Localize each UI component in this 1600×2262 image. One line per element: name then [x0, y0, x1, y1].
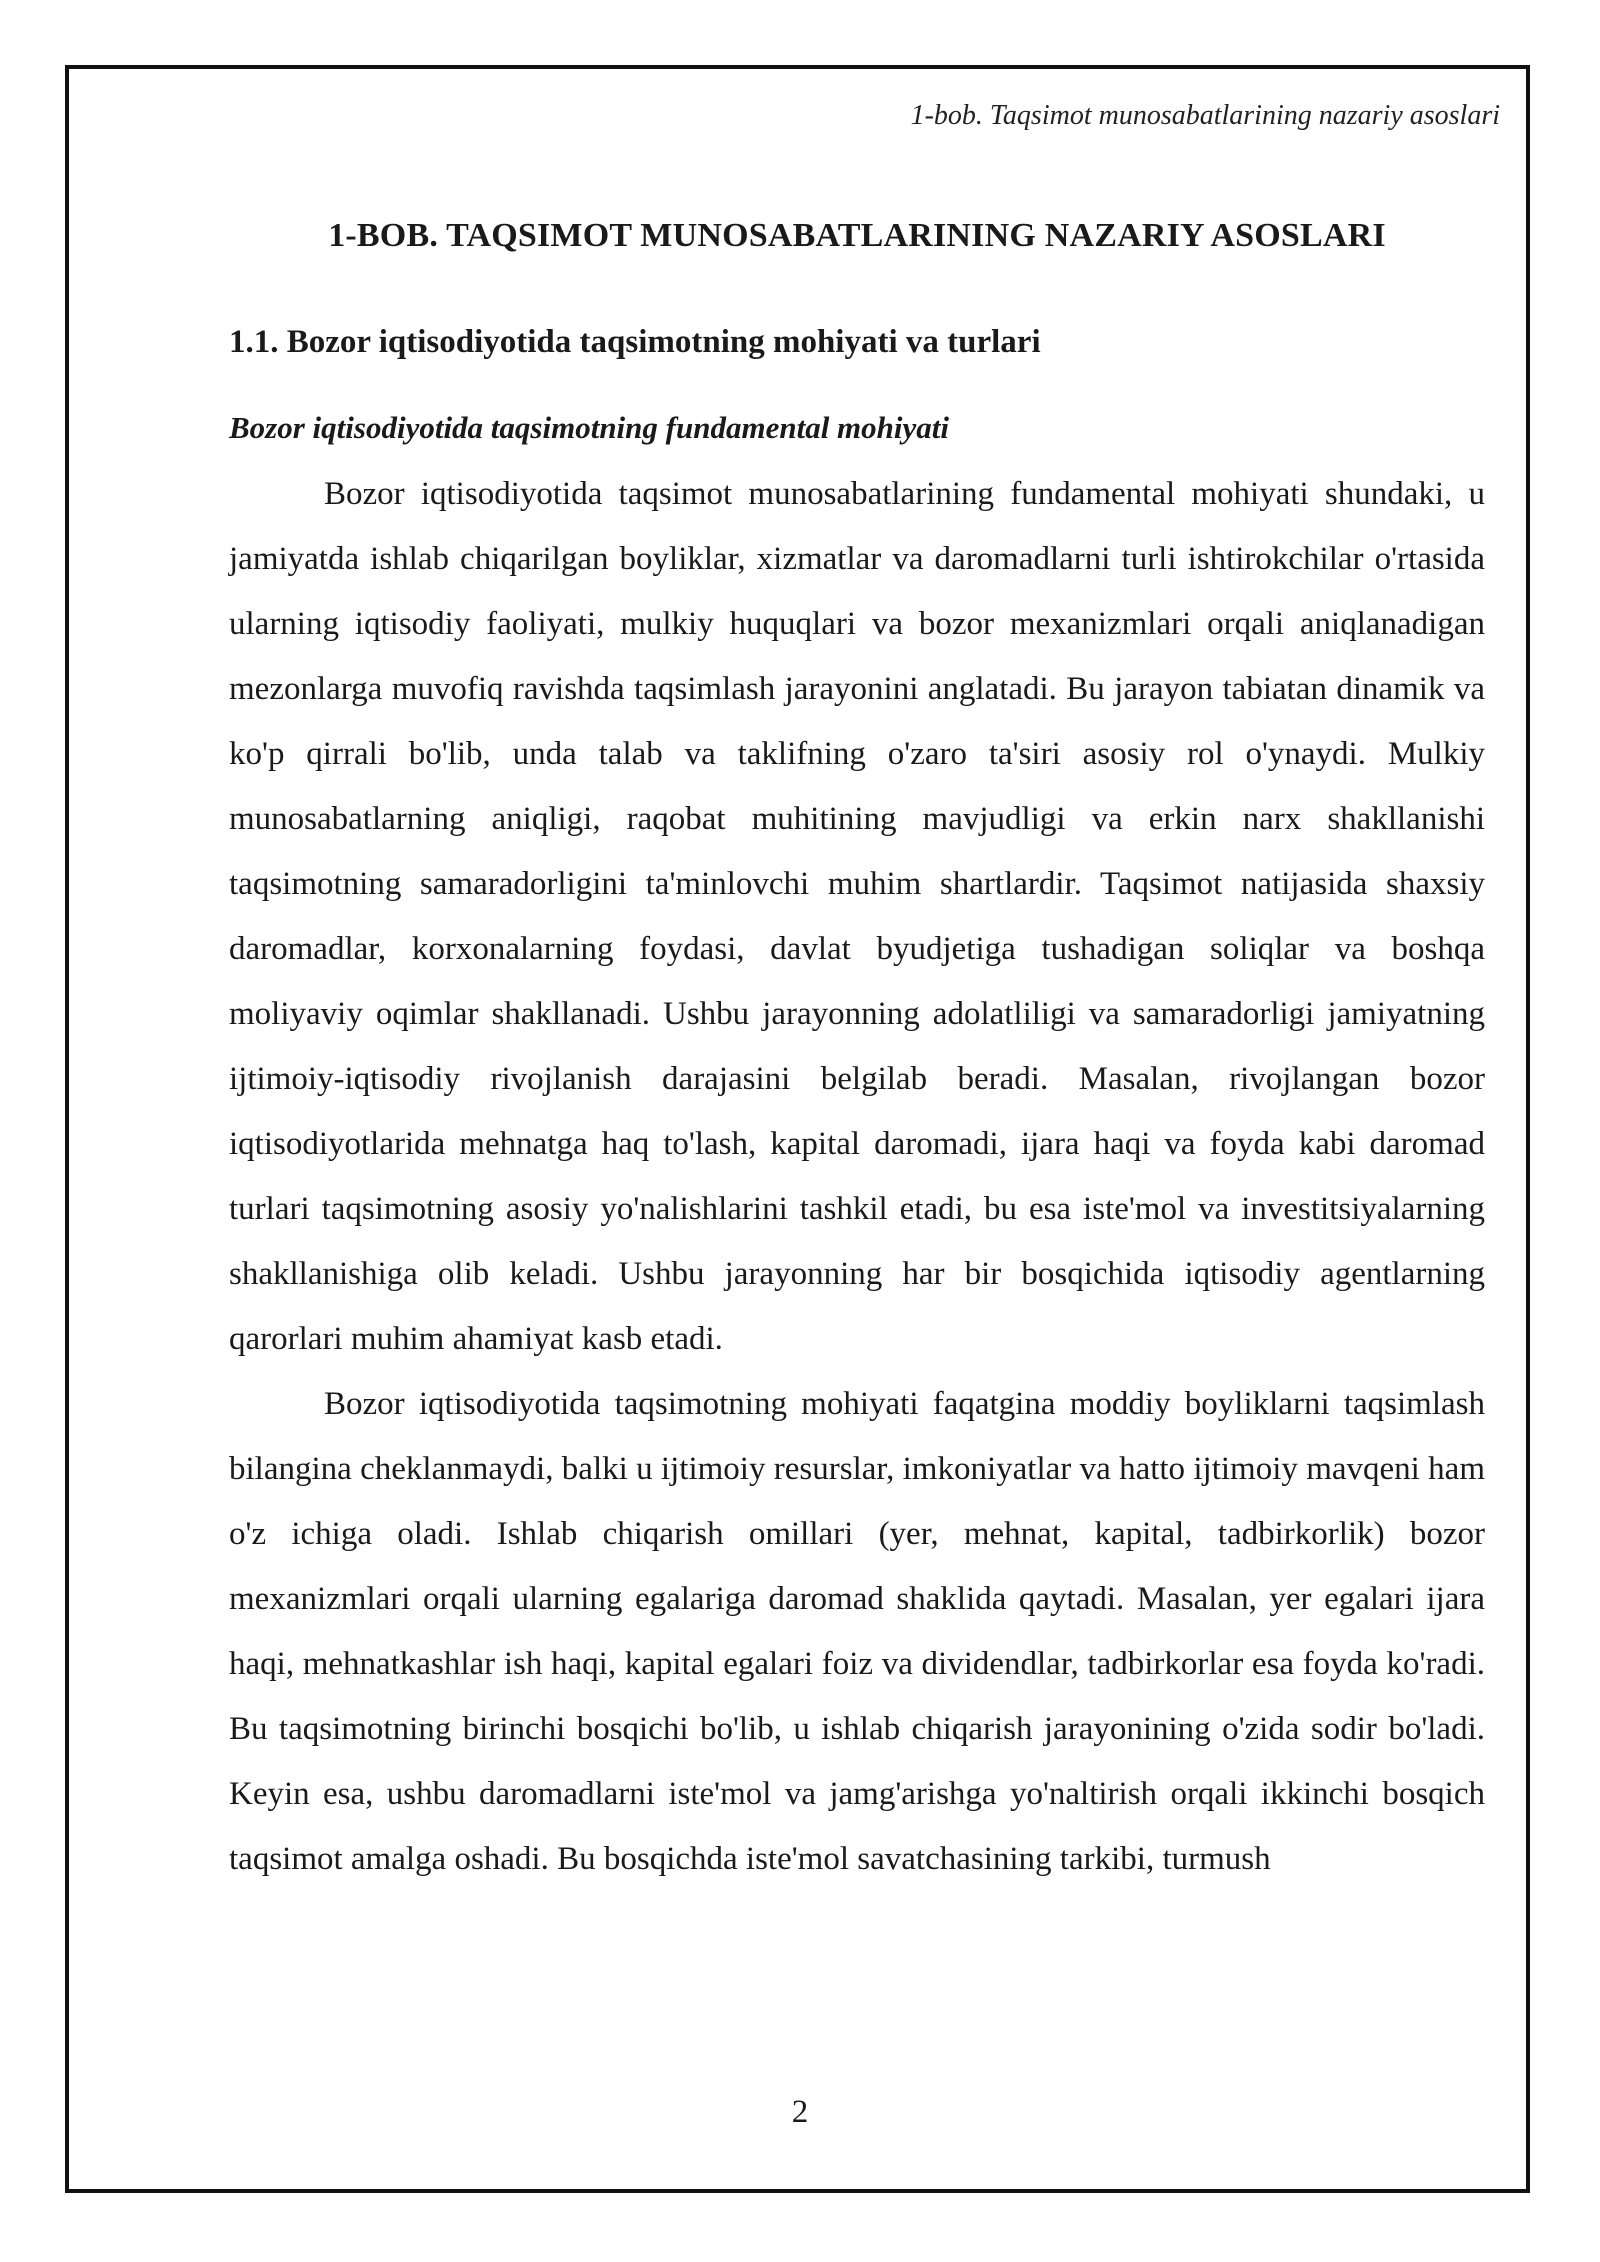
running-header: 1-bob. Taqsimot munosabatlarining nazariy asoslari: [910, 100, 1500, 131]
page-number: 2: [791, 2094, 809, 2130]
document-body: [229, 210, 1485, 1892]
chapter-title: 1-BOB. TAQSIMOT MUNOSABATLARINING NAZARIY ASOSLARI: [328, 217, 1386, 254]
body-paragraph: Bozor iqtisodiyotida taqsimotning mohiyati faqatgina moddiy boyliklarni taqsimlash bilangina cheklanmaydi, balki u ijtimoiy resurslar, imkoniyatlar va hatto ijtimoiy mavqeni ham o'z ichiga oladi. Ishlab chiqarish omillari (yer, mehnat, kapital, tadbirkorlik) bozor mexanizmlari orqali ularning egalariga daromad shaklida qaytadi. Masalan, yer egalari ijara haqi, mehnatkashlar ish haqi, kapital egalari foiz va dividendlar, tadbirkorlar esa foyda ko'radi. Bu taqsimotning birinchi bosqichi bo'lib, u ishlab chiqarish jarayonining o'zida sodir bo'ladi. Keyin esa, ushbu daromadlarni iste'mol va jamg'arishga yo'naltirish orqali ikkinchi bosqich taqsimot amalga oshadi. Bu bosqichda iste'mol savatchasining tarkibi, turmush: [229, 1386, 1485, 1877]
subsection-title: Bozor iqtisodiyotida taqsimotning fundamental mohiyati: [229, 410, 950, 445]
body-paragraph: Bozor iqtisodiyotida taqsimot munosabatlarining fundamental mohiyati shundaki, u jamiyatda ishlab chiqarilgan boyliklar, xizmatlar va daromadlarni turli ishtirokchilar o'rtasida ularning iqtisodiy faoliyati, mulkiy huquqlari va bozor mexanizmlari orqali aniqlanadigan mezonlarga muvofiq ravishda taqsimlash jarayonini anglatadi. Bu jarayon tabiatan dinamik va ko'p qirrali bo'lib, unda talab va taklifning o'zaro ta'siri asosiy rol o'ynaydi. Mulkiy munosabatlarning aniqligi, raqobat muhitining mavjudligi va erkin narx shakllanishi taqsimotning samaradorligini ta'minlovchi muhim shartlardir. Taqsimot natijasida shaxsiy daromadlar, korxonalarning foydasi, davlat byudjetiga tushadigan soliqlar va boshqa moliyaviy oqimlar shakllanadi. Ushbu jarayonning adolatliligi va samaradorligi jamiyatning ijtimoiy-iqtisodiy rivojlanish darajasini belgilab beradi. Masalan, rivojlangan bozor iqtisodiyotlarida mehnatga haq to'lash, kapital daromadi, ijara haqi va foyda kabi daromad turlari taqsimotning asosiy yo'nalishlarini tashkil etadi, bu esa iste'mol va investitsiyalarning shakllanishiga olib keladi. Ushbu jarayonning har bir bosqichida iqtisodiy agentlarning qarorlari muhim ahamiyat kasb etadi.: [229, 476, 1485, 1357]
section-title: 1.1. Bozor iqtisodiyotida taqsimotning mohiyati va turlari: [229, 324, 1041, 360]
